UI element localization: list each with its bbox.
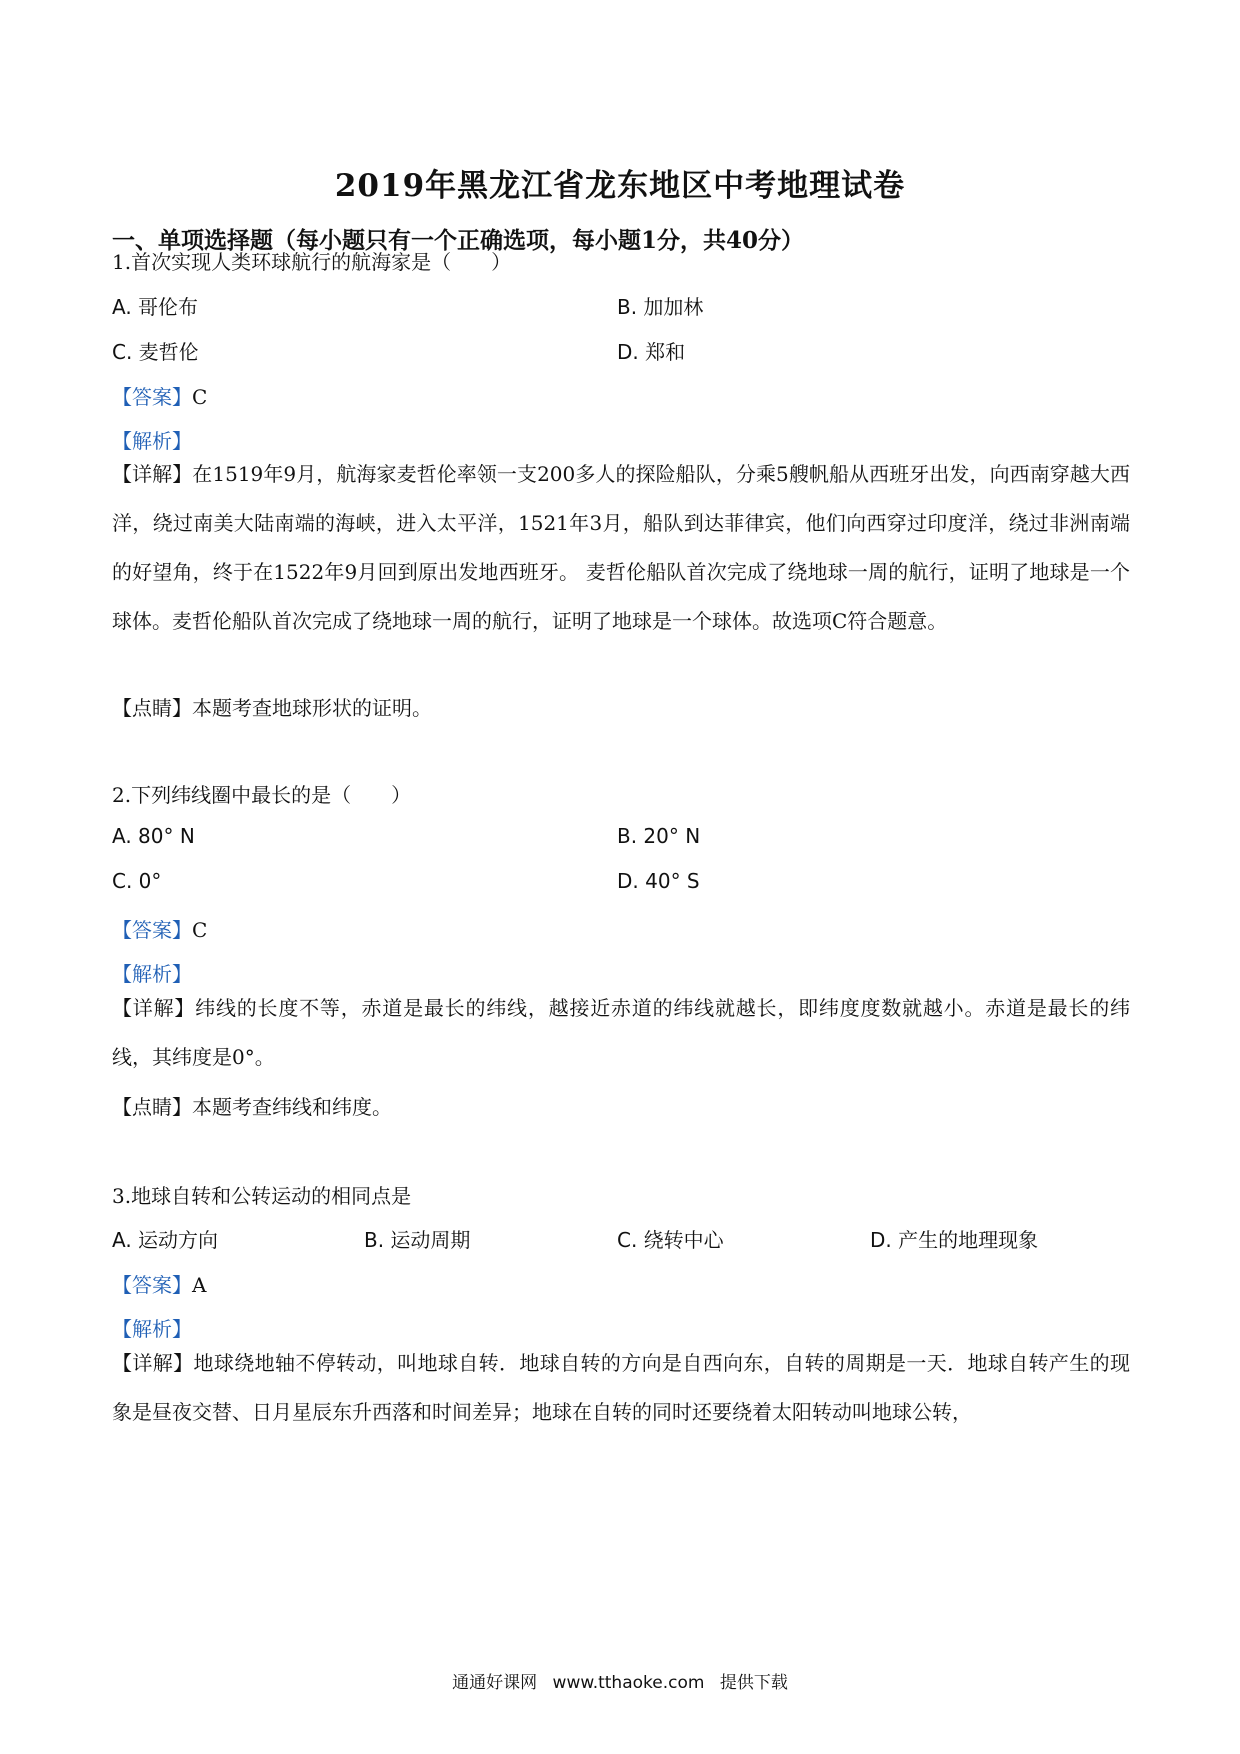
footer-note: 提供下载 [719,1673,788,1693]
footer-url-link[interactable]: www.tthaoke.com [552,1673,705,1693]
detail-label: 【详解】 [112,1351,194,1375]
question-2-option-d: D. 40° S [617,869,700,893]
question-1-answer [112,381,207,410]
question-3-option-c: C. 绕转中心 [617,1228,724,1252]
question-2-answer [112,914,207,943]
question-3-option-a: A. 运动方向 [112,1228,219,1252]
answer-value: C [192,385,208,409]
question-1-option-c: C. 麦哲伦 [112,340,199,364]
detail-text: 纬线的长度不等，赤道是最长的纬线，越接近赤道的纬线就越长，即纬度度数就越小。赤道是最长的纬线，其纬度是0°。 [112,996,1131,1069]
detail-label: 【详解】 [112,462,193,486]
question-3-answer [112,1269,206,1298]
analysis-label: 【解析】 [112,962,192,986]
answer-label: 【答案】 [112,918,192,942]
comment-label: 【点睛】 [112,1095,192,1119]
question-3-stem: 3.地球自转和公转运动的相同点是 [112,1184,412,1208]
question-1-option-a: A. 哥伦布 [112,295,199,319]
question-1-stem: 1.首次实现人类环球航行的航海家是（ ） [112,250,512,274]
answer-value: C [192,918,208,942]
question-1-detail [112,450,1130,646]
answer-label: 【答案】 [112,385,192,409]
question-3-analysis [112,1313,192,1342]
question-2-comment [112,1091,392,1120]
question-3-detail [112,1339,1130,1437]
analysis-label: 【解析】 [112,429,192,453]
question-3-option-d: D. 产生的地理现象 [870,1228,1039,1252]
comment-label: 【点睛】 [112,696,192,720]
answer-value: A [192,1273,207,1297]
question-2-detail [112,984,1130,1082]
detail-label: 【详解】 [112,996,196,1020]
question-2-option-b: B. 20° N [617,824,701,848]
section-heading: 一、单项选择题（每小题只有一个正确选项，每小题1分，共40分） [112,227,805,254]
question-1-comment [112,692,432,721]
analysis-label: 【解析】 [112,1317,192,1341]
detail-text: 在1519年9月，航海家麦哲伦率领一支200多人的探险船队，分乘5艘帆船从西班牙出发，向西南穿越大西洋，绕过南美大陆南端的海峡，进入太平洋，1521年3月，船队到达菲律宾，他们向西穿过印度洋，绕过非洲南端的好望角，终于在1522年9月回到原出发地西班牙。 麦哲伦船队首次完成了绕地球一周的航行，证明了地球是一个球体。麦哲伦船队首次完成了绕地球一周的航行，证明了地球是一个球体。故选项C符合题意。 [112,462,1130,633]
question-2-option-a: A. 80° N [112,824,195,848]
question-2-analysis [112,958,192,987]
page-footer [0,1668,1240,1693]
detail-text: 地球绕地轴不停转动，叫地球自转．地球自转的方向是自西向东，自转的周期是一天．地球自转产生的现象是昼夜交替、日月星辰东升西落和时间差异；地球在自转的同时还要绕着太阳转动叫地球公转， [112,1351,1131,1424]
comment-text: 本题考查纬线和纬度。 [192,1095,392,1119]
question-1-option-d: D. 郑和 [617,340,686,364]
question-2-stem: 2.下列纬线圈中最长的是（ ） [112,783,412,807]
question-1-option-b: B. 加加林 [617,295,704,319]
comment-text: 本题考查地球形状的证明。 [192,696,432,720]
page-title: 2019年黑龙江省龙东地区中考地理试卷 [334,168,906,204]
answer-label: 【答案】 [112,1273,192,1297]
footer-site-name: 通通好课网 [452,1673,538,1693]
question-3-option-b: B. 运动周期 [364,1228,471,1252]
question-2-option-c: C. 0° [112,869,162,893]
